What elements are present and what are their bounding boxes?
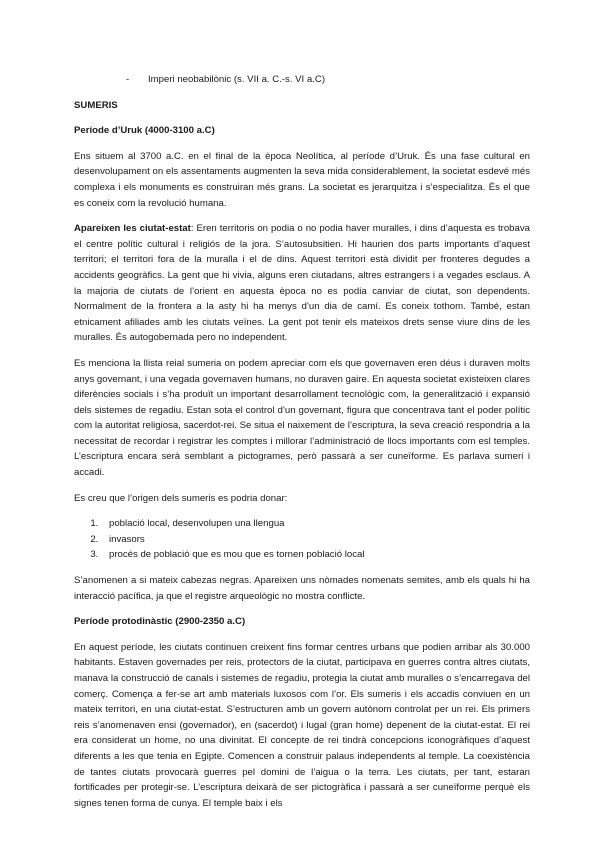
paragraph-origen: Es creu que l’origen dels sumeris es podria donar: bbox=[74, 492, 288, 504]
list-item: 3. procés de població que es mou que es tornen població local bbox=[101, 547, 530, 563]
paragraph-llista-reial: Es menciona la llista reial sumeria on podem apreciar com els que governaven eren déus i duraven molts anys governant, i una vegada governaven humans, no duraven gaire. En aquesta societat existeixen clares diferències socials i s’ha produït un important desarrollament tecnològic com, la generalització i expansió dels sistemes de regadiu. Estan sota el control d’un governant, figura que concentrava tant el poder polític com la autoritat religiosa, sacerdot-rei. Se situa el naixement de l’escriptura, la seva creació respondria a la necessitat de recordar i registrar les comptes i millorar l’administració de llocs importants com esl temples. L’escriptura encara serà semblant a pictogrames, però passarà a ser cuneïforme. Es parlava sumeri i accadi. bbox=[74, 357, 530, 479]
list-item: 2. invasors bbox=[101, 532, 530, 548]
dash-bullet: - bbox=[126, 74, 130, 85]
period-uruk-title: Període d’Uruk (4000-3100 a.C) bbox=[74, 125, 215, 137]
origins-list bbox=[74, 516, 530, 563]
list-item: 1. població local, desenvolupen una llengua bbox=[101, 516, 530, 532]
paragraph-cabezas-negras: S’anomenen a si mateix cabezas negras. Apareixen uns nòmades nomenats semites, amb els quals hi ha interacció pacífica, ja que el registre arqueològic no mostra conflicte. bbox=[74, 575, 530, 602]
period-protodinastic-title: Període protodinàstic (2900-2350 a.C) bbox=[74, 616, 246, 628]
top-list-item bbox=[126, 72, 530, 88]
top-list-item-text: Imperi neobabilònic (s. VII a. C.-s. VI a.C) bbox=[148, 74, 326, 85]
section-title: SUMERIS bbox=[74, 99, 118, 111]
paragraph-protodinastic: En aquest període, les ciutats continuen creixent fins formar centres urbans que podien arribar als 30.000 habitants. Estaven governades per reis, protectors de la ciutat, participava en guerres contra altres ciutats, manava la construcció de canals i sistemes de regadiu, protegia la ciutat amb muralles o s’encarregava del comerç. Comença a fer-se art amb materials luxosos com l’or. Els sumeris i els accadis conviuen en un mateix territori, en una ciutat-estat. S’estructuren amb un govern autònom controlat per un rei. Els primers reis s’anomenaven ensi (governador), en (sacerdot) i lugal (gran home) depenent de la ciutat-estat. El rei era considerat un home, no una divinitat. El concepte de rei tindrà concepcions iconogràfiques d’aquest diferents a les que tenia en Egipte. Comencen a construir palaus independents al temple. La coexistència de tantes ciutats provocarà guerres pel domini de l’aigua o la terra. Les ciutats, per tant, estaran fortificades per protegir-se. L’escriptura deixarà de ser pictogràfica i passarà a ser cuneïforme perquè els signes tenen forma de cunya. El temple baix i els bbox=[74, 641, 530, 809]
term-ciutat-estat: Apareixen les ciutat-estat bbox=[74, 223, 191, 235]
paragraph-ciutat-estat-text: : Eren territoris on podia o no podia haver muralles, i dins d’aquesta es trobava el centre polític cultural i religiós de la jora. S’autosubsitien. Hi haurien dos parts importants d’aquest territori; el territori fora de la muralla i el de dins. Aquest territori està dividit per fronteres degudes a accidents geogràfics. La gent que hi vivia, alguns eren ciutadans, altres estrangers i a vegades esclaus. A la majoria de ciutats de l’orient en aquesta època no es podia canviar de ciutat, son dependents. Normalment de la frontera a la asty hi ha menys d’un dia de camí. Es coneix tothom. També, estan etnicament afiliades amb les ciutats veïnes. La gent pot tenir els mateixos drets sense viure dins de les muralles. És autogobernada pero no independent. bbox=[74, 223, 530, 344]
paragraph-ciutat-estat bbox=[74, 221, 530, 346]
paragraph-uruk-intro: Ens situem al 3700 a.C. en el final de la època Neolítica, al període d’Uruk. És una fase cultural en desenvolupament on els assentaments augmenten la seva mida considerablement, la societat esdevé més complexa i els monuments es construiran més grans. La societat es jerarquitza i s’especialitza. És el que es coneix com la revolució humana. bbox=[74, 150, 530, 209]
